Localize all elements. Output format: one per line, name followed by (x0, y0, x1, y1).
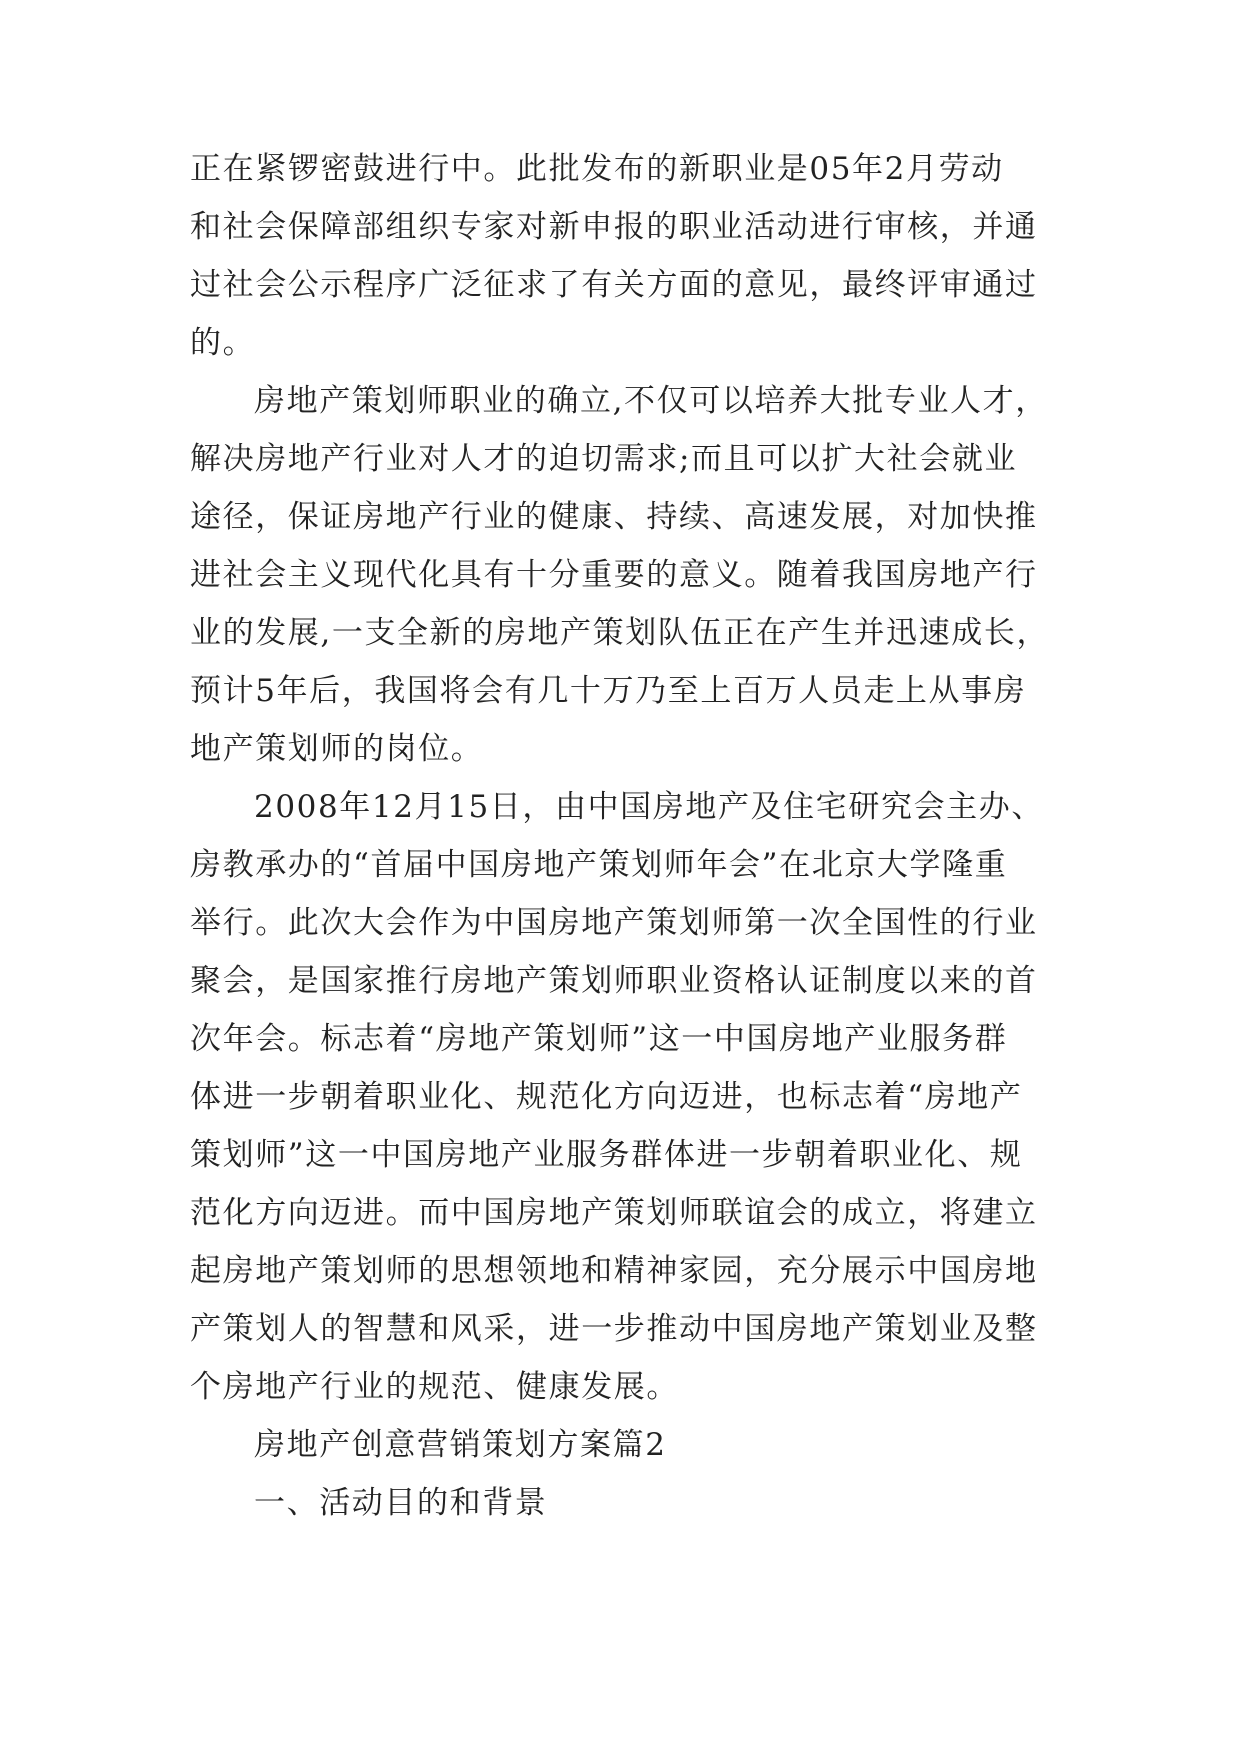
text-line: 和社会保障部组织专家对新申报的职业活动进行审核，并通 (190, 209, 1038, 245)
text-line: 房地产策划师职业的确立,不仅可以培养大批专业人才， (254, 383, 1048, 419)
article-heading: 房地产创意营销策划方案篇2 (254, 1427, 667, 1463)
text-line: 的。 (190, 325, 256, 361)
text-line: 途径，保证房地产行业的健康、持续、高速发展，对加快推 (190, 499, 1038, 535)
text-line: 进社会主义现代化具有十分重要的意义。随着我国房地产行 (190, 557, 1038, 593)
text-line: 次年会。标志着“房地产策划师”这一中国房地产业服务群 (190, 1021, 1008, 1057)
paragraph-1 (190, 140, 1050, 372)
text-line: 体进一步朝着职业化、规范化方向迈进，也标志着“房地产 (190, 1079, 1023, 1115)
text-line: 个房地产行业的规范、健康发展。 (190, 1369, 679, 1405)
text-line: 业的发展,一支全新的房地产策划队伍正在产生并迅速成长， (190, 615, 1050, 651)
text-line: 2008年12月15日，由中国房地产及住宅研究会主办、 (254, 789, 1044, 825)
text-line: 举行。此次大会作为中国房地产策划师第一次全国性的行业 (190, 905, 1038, 941)
text-line: 解决房地产行业对人才的迫切需求;而且可以扩大社会就业 (190, 441, 1018, 477)
text-line: 过社会公示程序广泛征求了有关方面的意见，最终评审通过 (190, 267, 1038, 303)
paragraph-2 (190, 372, 1050, 778)
text-line: 产策划人的智慧和风采，进一步推动中国房地产策划业及整 (190, 1311, 1038, 1347)
text-line: 起房地产策划师的思想领地和精神家园，充分展示中国房地 (190, 1253, 1038, 1289)
text-line: 房教承办的“首届中国房地产策划师年会”在北京大学隆重 (190, 847, 1008, 883)
text-line: 聚会，是国家推行房地产策划师职业资格认证制度以来的首 (190, 963, 1038, 999)
text-line: 正在紧锣密鼓进行中。此批发布的新职业是05年2月劳动 (190, 151, 1004, 187)
paragraph-3 (190, 778, 1050, 1416)
text-line: 地产策划师的岗位。 (190, 731, 484, 767)
text-line: 预计5年后，我国将会有几十万乃至上百万人员走上从事房 (190, 673, 1027, 709)
text-line: 策划师”这一中国房地产业服务群体进一步朝着职业化、规 (190, 1137, 1023, 1173)
document-body (190, 140, 1050, 1532)
text-line: 范化方向迈进。而中国房地产策划师联谊会的成立，将建立 (190, 1195, 1038, 1231)
section-heading: 一、活动目的和背景 (254, 1485, 548, 1521)
